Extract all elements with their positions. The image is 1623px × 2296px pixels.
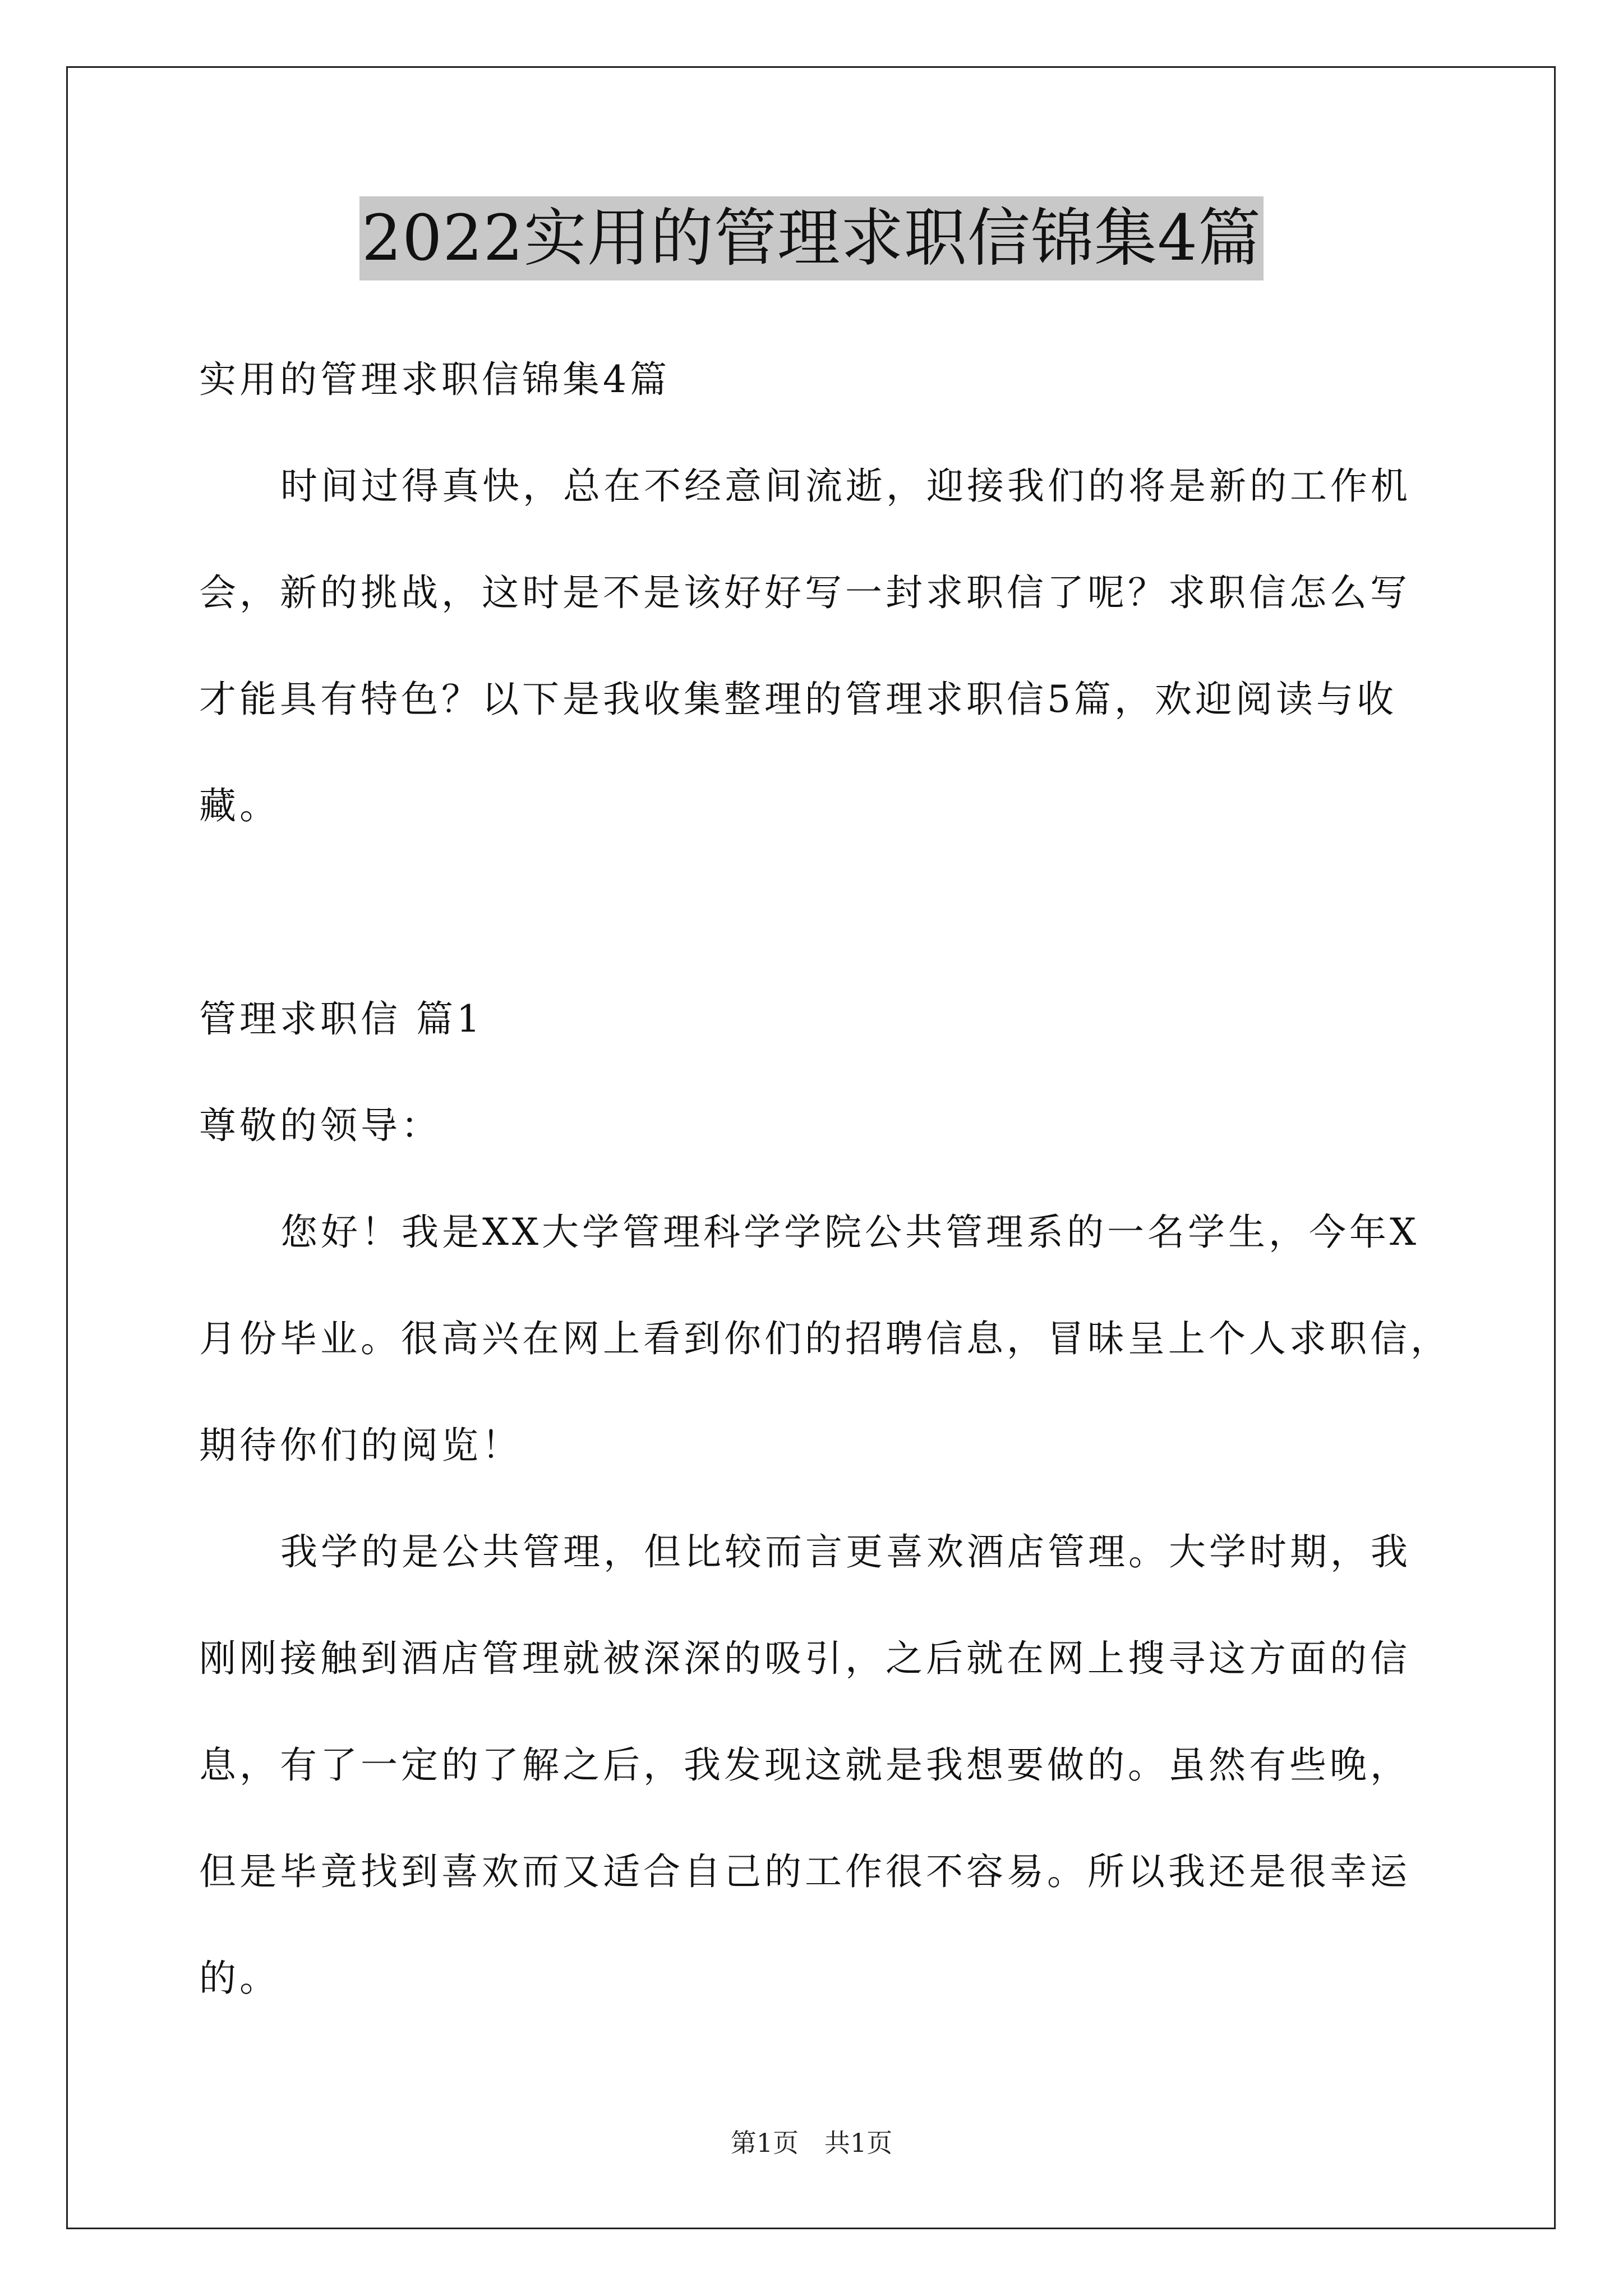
paragraph-line: 期待你们的阅览！ [199, 1424, 522, 1467]
intro-line: 藏。 [199, 784, 280, 827]
document-title: 2022实用的管理求职信锦集4篇 [359, 196, 1264, 280]
intro-line: 时间过得真快，总在不经意间流逝，迎接我们的将是新的工作机 [280, 464, 1411, 508]
paragraph-line: 的。 [199, 1957, 280, 2000]
paragraph-line: 刚刚接触到酒店管理就被深深的吸引，之后就在网上搜寻这方面的信 [199, 1637, 1410, 1680]
paragraph-line: 月份毕业。很高兴在网上看到你们的招聘信息，冒昧呈上个人求职信， [199, 1317, 1451, 1360]
paragraph-line: 我学的是公共管理，但比较而言更喜欢酒店管理。大学时期，我 [280, 1530, 1411, 1573]
paragraph-line: 您好！我是XX大学管理科学学院公共管理系的一名学生，今年X [280, 1211, 1419, 1254]
section-heading: 管理求职信 篇1 [199, 997, 483, 1041]
paragraph-line: 息，有了一定的了解之后，我发现这就是我想要做的。虽然有些晚， [199, 1743, 1410, 1787]
document-subtitle: 实用的管理求职信锦集4篇 [199, 358, 670, 401]
page-footer: 第1页 共1页 [730, 2128, 893, 2158]
title-container [0, 196, 1623, 280]
intro-line: 会，新的挑战，这时是不是该好好写一封求职信了呢？求职信怎么写 [199, 571, 1410, 614]
intro-line: 才能具有特色？以下是我收集整理的管理求职信5篇，欢迎阅读与收 [199, 678, 1397, 721]
salutation: 尊敬的领导： [199, 1104, 441, 1147]
paragraph-line: 但是毕竟找到喜欢而又适合自己的工作很不容易。所以我还是很幸运 [199, 1850, 1410, 1893]
